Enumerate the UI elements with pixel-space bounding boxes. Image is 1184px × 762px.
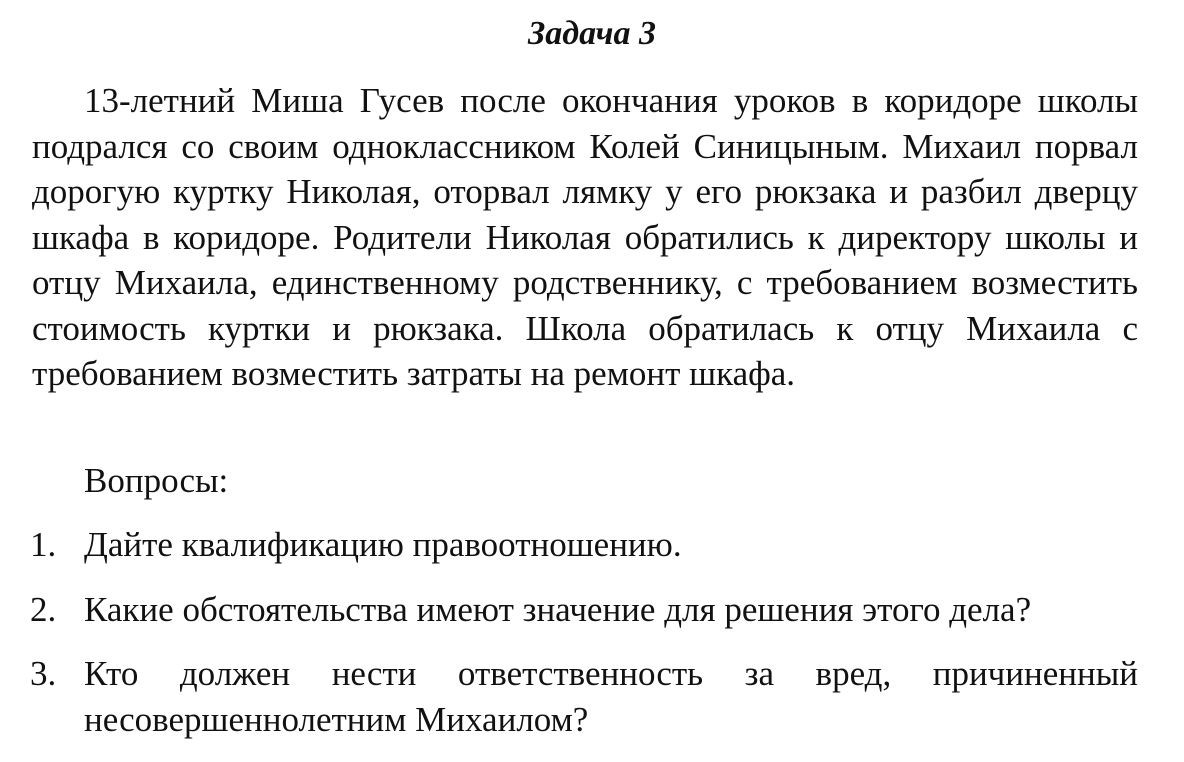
questions-heading: Вопросы:: [84, 461, 229, 500]
questions-list: [0, 522, 1184, 761]
question-number: 2.: [30, 589, 57, 629]
question-number: 3.: [30, 654, 57, 693]
question-item: [0, 651, 1184, 742]
question-item: [0, 522, 1184, 568]
task-paragraph: 13-летний Миша Гусев после окончания уроков в коридоре школы подрался со своим одноклассником Колей Синицыным. Михаил порвал дорогую куртку Николая, оторвал лямку у его рюкзака и разбил дверцу шкафа в коридоре. Родители Николая обратились к директору школы и отцу Михаила, единственному родственнику, с требованием возместить стоимость куртки и рюкзака. Школа обратилась к отцу Михаила с требованием возместить затраты на ремонт шкафа.: [32, 81, 1138, 393]
question-number: 1.: [30, 525, 57, 564]
task-title: Задача 3: [527, 15, 657, 52]
question-text: Какие обстоятельства имеют значение для решения этого дела?: [84, 589, 1032, 629]
question-text: Дайте квалификацию правоотношению.: [84, 525, 682, 564]
question-text: Кто должен нести ответственность за вред, причиненный несовершеннолетним Михаилом?: [84, 654, 1138, 739]
question-item: [0, 587, 1184, 633]
